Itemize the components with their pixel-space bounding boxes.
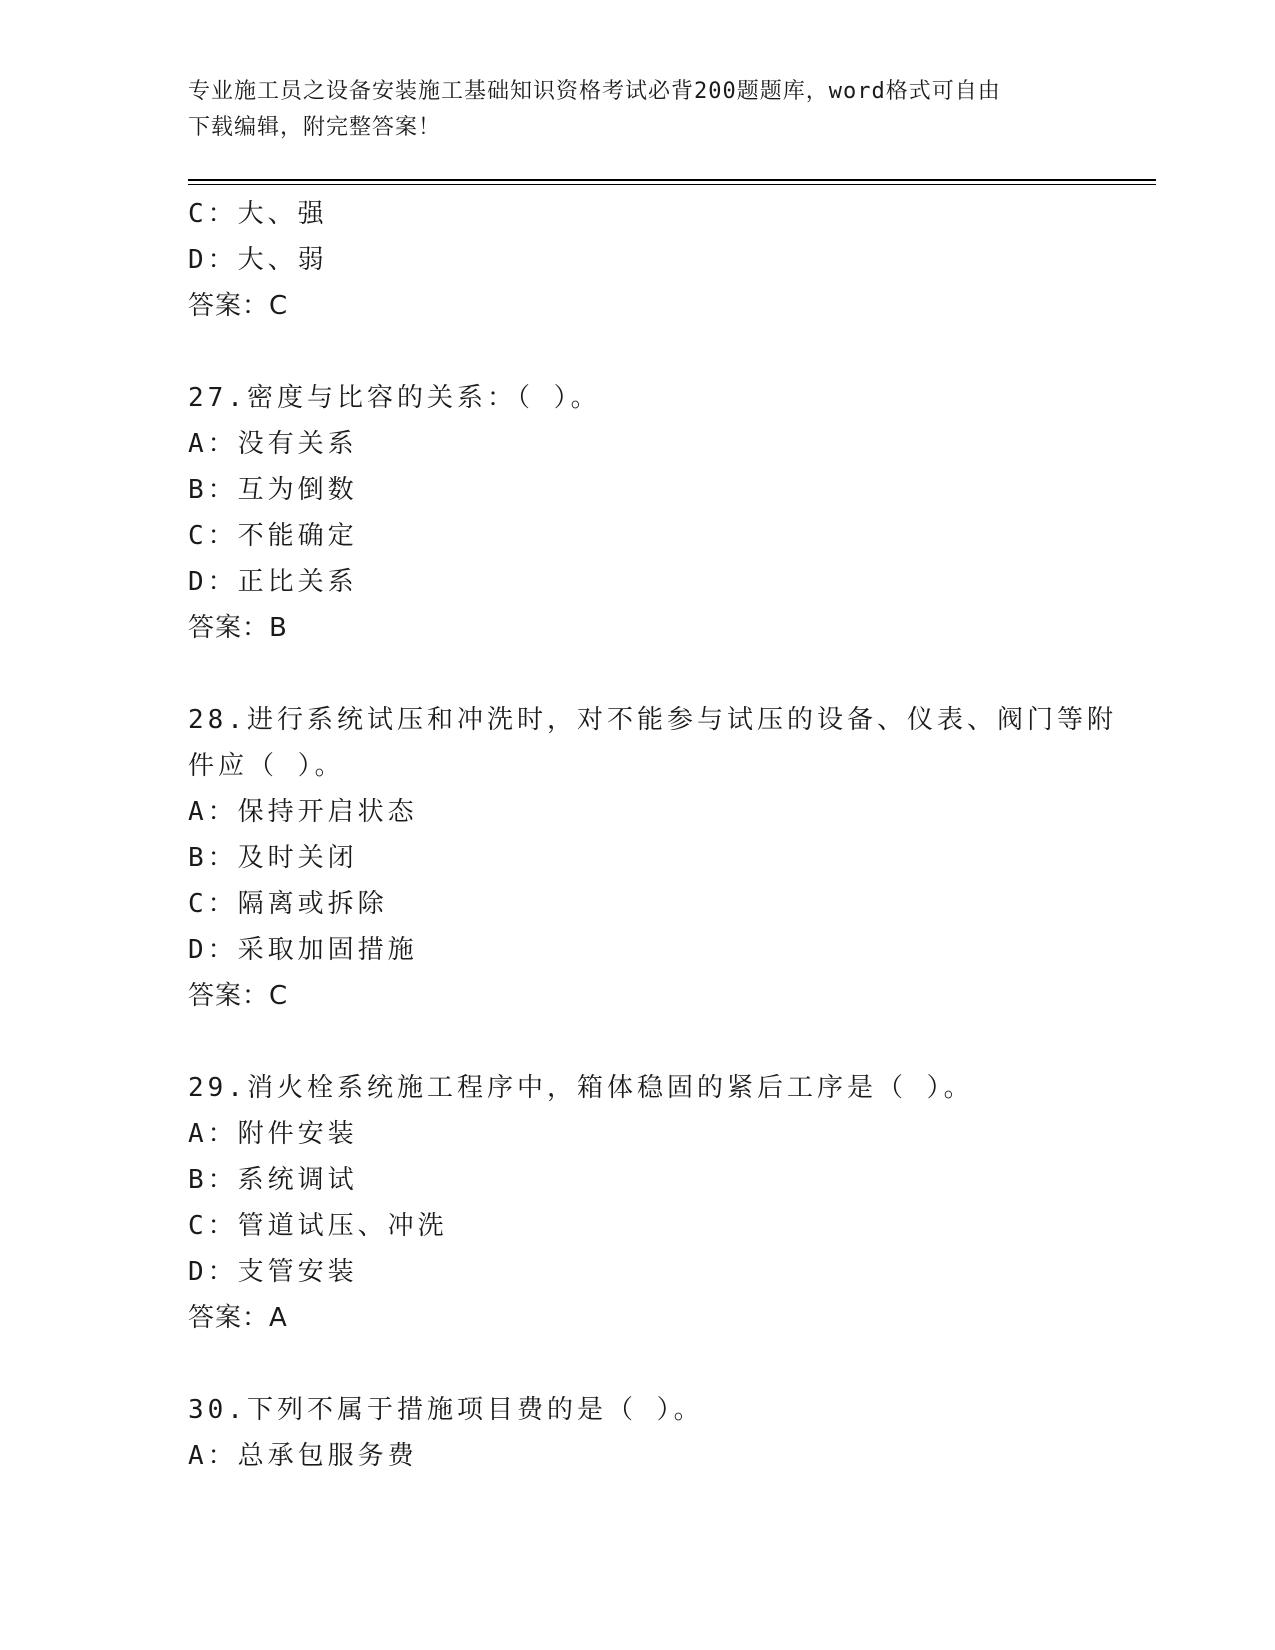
answer: 答案：C bbox=[188, 981, 289, 1011]
option-b: B：系统调试 bbox=[188, 1165, 358, 1195]
header-divider-thick bbox=[188, 179, 1156, 181]
question-28 bbox=[188, 697, 1117, 1019]
question-list bbox=[188, 191, 1117, 1479]
option-a: A：总承包服务费 bbox=[188, 1441, 418, 1471]
header-divider-thin bbox=[188, 184, 1156, 185]
option-c: C：不能确定 bbox=[188, 521, 358, 551]
header-line-2: 下载编辑，附完整答案！ bbox=[188, 115, 442, 140]
option-d: D：采取加固措施 bbox=[188, 935, 418, 965]
question-26-tail bbox=[188, 191, 1088, 329]
option-a: A：没有关系 bbox=[188, 429, 358, 459]
option-c: C：隔离或拆除 bbox=[188, 889, 388, 919]
document-header bbox=[188, 74, 1088, 146]
question-text: 30.下列不属于措施项目费的是（ ）。 bbox=[188, 1395, 704, 1425]
question-text: 29.消火栓系统施工程序中，箱体稳固的紧后工序是（ ）。 bbox=[188, 1073, 974, 1103]
question-27 bbox=[188, 375, 1088, 651]
question-text-line-1: 28.进行系统试压和冲洗时，对不能参与试压的设备、仪表、阀门等附 bbox=[188, 705, 1117, 735]
option-a: A：附件安装 bbox=[188, 1119, 358, 1149]
question-text: 27.密度与比容的关系：（ ）。 bbox=[188, 383, 601, 413]
option-a: A：保持开启状态 bbox=[188, 797, 418, 827]
option-b: B：互为倒数 bbox=[188, 475, 358, 505]
question-text-line-2: 件应（ ）。 bbox=[188, 751, 345, 781]
answer: 答案：A bbox=[188, 1303, 288, 1333]
option-d: D：支管安装 bbox=[188, 1257, 358, 1287]
option-c: C：大、强 bbox=[188, 199, 328, 229]
question-29 bbox=[188, 1065, 1088, 1341]
question-30 bbox=[188, 1387, 1088, 1479]
header-line-1: 专业施工员之设备安装施工基础知识资格考试必背200题题库，word格式可自由 bbox=[188, 79, 1001, 104]
option-d: D：正比关系 bbox=[188, 567, 358, 597]
option-b: B：及时关闭 bbox=[188, 843, 358, 873]
option-d: D：大、弱 bbox=[188, 245, 328, 275]
answer: 答案：B bbox=[188, 613, 288, 643]
answer: 答案：C bbox=[188, 291, 289, 321]
option-c: C：管道试压、冲洗 bbox=[188, 1211, 448, 1241]
